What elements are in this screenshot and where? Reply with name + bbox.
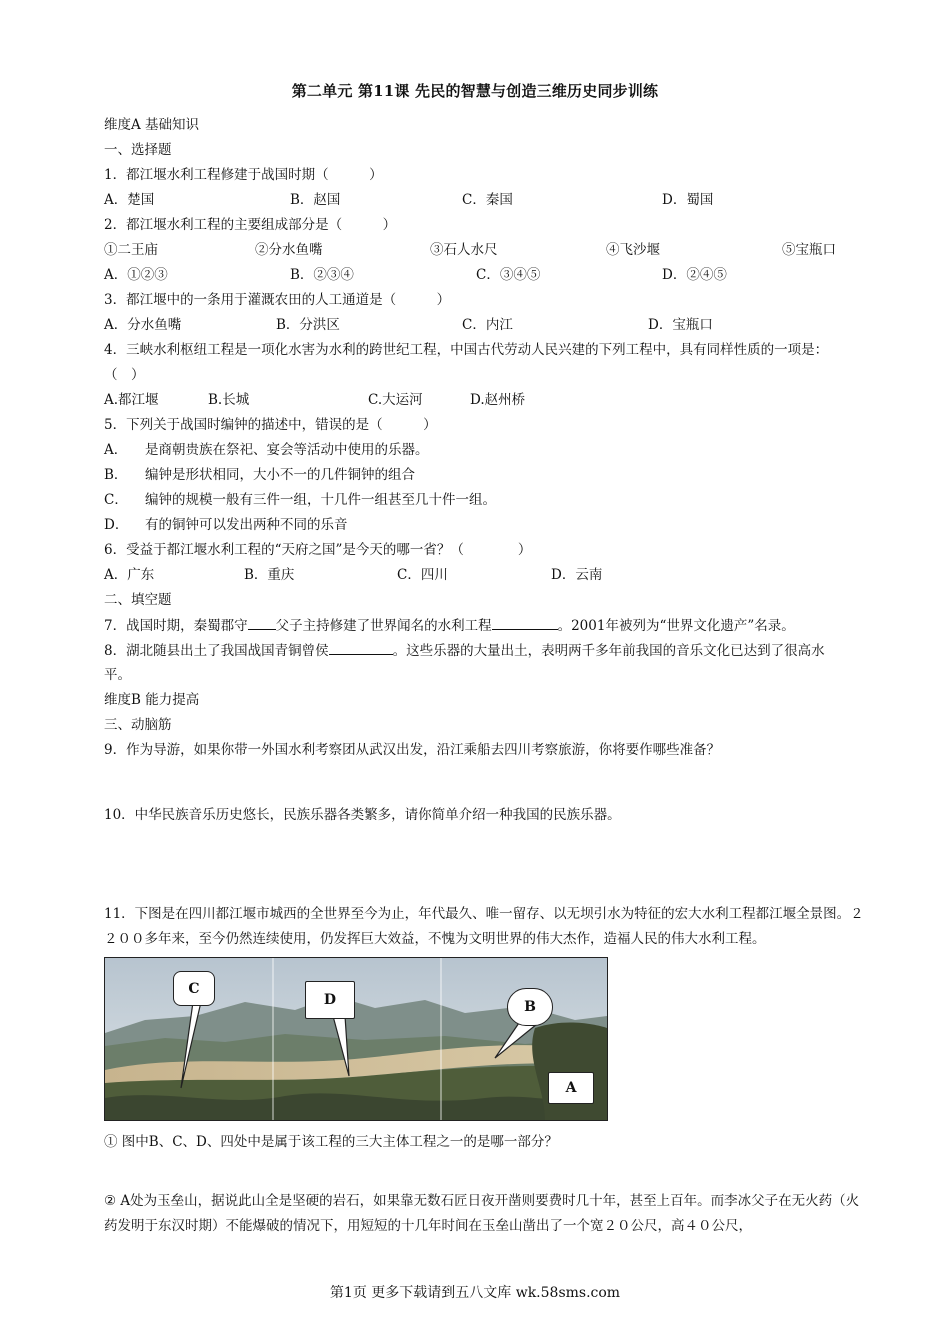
q10-text: 10．中华民族音乐历史悠长，民族乐器各类繁多，请你简单介绍一种我国的民族乐器。 <box>104 807 621 823</box>
q4-paren: （ ） <box>104 367 145 383</box>
q1-option-d: D．蜀国 <box>662 192 714 208</box>
q5-label-c: C． <box>104 492 128 508</box>
callout-c-label: C <box>188 980 200 997</box>
callout-d <box>305 981 355 1019</box>
part1-heading: 一、选择题 <box>104 142 172 158</box>
q8-text-2: 。这些乐器的大量出土，表明两千多年前我国的音乐文化已达到了很高水 <box>392 643 825 659</box>
q8-line <box>104 641 825 660</box>
q4-option-a: A.都江堰 <box>104 392 159 408</box>
q4-option-b: B.长城 <box>208 392 250 408</box>
q1-option-c: C．秦国 <box>462 192 513 208</box>
q3-option-d: D．宝瓶口 <box>648 317 713 333</box>
q3-option-a: A．分水鱼嘴 <box>104 317 182 333</box>
q7-line <box>104 616 795 635</box>
callout-b <box>507 988 553 1026</box>
callout-c <box>173 971 215 1006</box>
q5-option-d: 有的铜钟可以发出两种不同的乐音 <box>145 517 348 533</box>
q5-option-a: 是商朝贵族在祭祀、宴会等活动中使用的乐器。 <box>145 442 429 458</box>
q9-text: 9．作为导游，如果你带一外国水利考察团从武汉出发，沿江乘船去四川考察旅游，你将要作哪些准备？ <box>104 742 721 758</box>
q3-option-b: B．分洪区 <box>276 317 340 333</box>
q5-label-a: A． <box>104 442 128 458</box>
q5-stem: 5．下列关于战国时编钟的描述中，错误的是（ ） <box>104 417 437 433</box>
q5-label-d: D． <box>104 517 129 533</box>
page-title: 第二单元 第11课 先民的智慧与创造三维历史同步训练 <box>291 82 659 100</box>
q8-text-1: 8．湖北随县出土了我国战国青铜曾侯 <box>104 643 329 659</box>
q3-stem: 3．都江堰中的一条用于灌溉农田的人工通道是（ ） <box>104 292 451 308</box>
q5-option-b: 编钟是形状相同，大小不一的几件铜钟的组合 <box>145 467 415 483</box>
q6-option-d: D．云南 <box>551 567 603 583</box>
sub-question-1: ① 图中B、C、D、四处中是属于该工程的三大主体工程之一的是哪一部分？ <box>104 1134 558 1150</box>
callout-d-label: D <box>323 992 337 1008</box>
dujiangyan-panorama-photo <box>104 957 608 1121</box>
q5-label-b: B． <box>104 467 128 483</box>
sub-question-2: ② A处为玉垒山，据说此山全是坚硬的岩石，如果靠无数石匠日夜开凿则要费时几十年，甚至上百年。而李冰父子在无火药（火药发明于东汉时期）不能爆破的情况下，用短短的十几年时间在玉垒山凿出了一个宽２０公尺，高４０公尺， <box>104 1193 860 1234</box>
callout-a-label: A <box>565 1080 577 1096</box>
q4-option-c: C.大运河 <box>368 392 423 408</box>
q6-option-c: C．四川 <box>397 567 448 583</box>
q7-blank-2[interactable] <box>492 616 558 630</box>
q6-option-a: A．广东 <box>104 567 155 583</box>
q5-option-c: 编钟的规模一般有三件一组，十几件一组甚至几十件一组。 <box>145 492 496 508</box>
q3-option-c: C．内江 <box>462 317 513 333</box>
q8-text-3: 平。 <box>104 667 131 683</box>
callout-a <box>548 1072 594 1104</box>
q7-text-2: 父子主持修建了世界闻名的水利工程 <box>275 618 492 634</box>
q11-text: 11．下图是在四川都江堰市城西的全世界至今为止，年代最久、唯一留存、以无坝引水为特征的宏大水利工程都江堰全景图。２２００多年来，至今仍然连续使用，仍发挥巨大效益，不愧为文明世界的伟大杰作，造福人民的伟大水利工程。 <box>104 906 864 947</box>
callout-b-label: B <box>524 999 536 1015</box>
q7-text-1: 7．战国时期，秦蜀郡守 <box>104 618 248 634</box>
q2-item: ⑤宝瓶口 <box>782 242 836 258</box>
q6-stem: 6．受益于都江堰水利工程的“天府之国”是今天的哪一省？（ ） <box>104 542 532 558</box>
q1-stem: 1．都江堰水利工程修建于战国时期（ ） <box>104 167 383 183</box>
section-a-heading: 维度A 基础知识 <box>104 117 200 133</box>
q7-blank-1[interactable] <box>248 616 276 630</box>
q7-text-3: 。2001年被列为“世界文化遗产”名录。 <box>557 618 795 634</box>
q2-option-b: B．②③④ <box>290 267 354 283</box>
q2-option-a: A．①②③ <box>104 267 168 283</box>
q1-option-b: B．赵国 <box>290 192 341 208</box>
q2-item: ①二王庙 <box>104 242 158 258</box>
part3-heading: 三、动脑筋 <box>104 717 172 733</box>
q2-option-c: C．③④⑤ <box>476 267 541 283</box>
q1-option-a: A．楚国 <box>104 192 155 208</box>
page-footer: 第1页 更多下载请到五八文库 wk.58sms.com <box>329 1285 621 1301</box>
q2-item: ②分水鱼嘴 <box>255 242 323 258</box>
q8-blank-1[interactable] <box>329 641 393 655</box>
q2-item: ④飞沙堰 <box>606 242 660 258</box>
q4-option-d: D.赵州桥 <box>470 392 526 408</box>
part2-heading: 二、填空题 <box>104 592 172 608</box>
q6-option-b: B．重庆 <box>244 567 295 583</box>
q2-option-d: D．②④⑤ <box>662 267 727 283</box>
q2-item: ③石人水尺 <box>430 242 498 258</box>
section-b-heading: 维度B 能力提高 <box>104 692 200 708</box>
q2-stem: 2．都江堰水利工程的主要组成部分是（ ） <box>104 217 397 233</box>
q4-stem: 4．三峡水利枢纽工程是一项化水害为水利的跨世纪工程，中国古代劳动人民兴建的下列工程中，具有同样性质的一项是： <box>104 342 829 358</box>
